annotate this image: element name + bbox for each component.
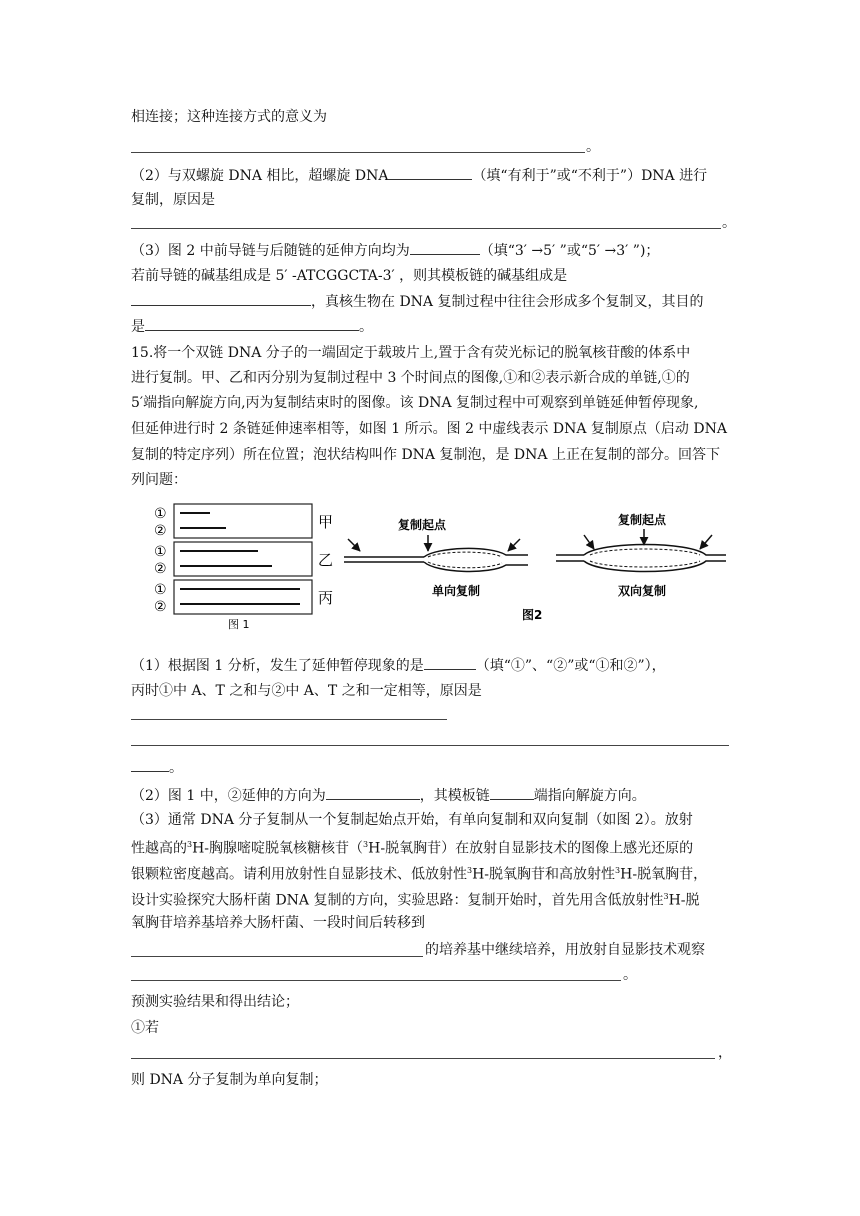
q14-part3-line2: 若前导链的碱基组成是 5′ -ATCGGCTA-3′ ，则其模板链的碱基组成是 bbox=[131, 268, 568, 284]
q15-part3-line2: 性越高的$^3$H-胸腺嘧啶脱氧核糖核苷（$^3$H-脱氧胸苷）在放射自显影技术的图像上感光还原的 bbox=[131, 840, 694, 857]
q14-part2-line: （2）与双螺旋 DNA 相比，超螺旋 DNA （填“有利于”或“不利于”）DNA 进行 bbox=[131, 165, 707, 186]
q15-part2-line: （2）图 1 中，②延伸的方向为 ，其模板链 端指向解旋方向。 bbox=[131, 785, 646, 806]
q15-intro-3: 5′端指向解旋方向,丙为复制结束时的图像。该 DNA 复制过程中可观察到单链延伸暂停现象, bbox=[131, 395, 699, 411]
q15-intro-5: 复制的特定序列）所在位置；泡状结构叫作 DNA 复制泡，是 DNA 上正在复制的部分。回答下 bbox=[131, 447, 720, 463]
answer-blank[interactable] bbox=[131, 745, 729, 746]
new-strand-dashed bbox=[428, 562, 502, 568]
answer-blank[interactable] bbox=[490, 785, 534, 800]
q15-part3-line3: 银颗粒密度越高。请利用放射性自显影技术、低放射性$^3$H-脱氧胸苷和高放射性$^3$H-脱氧胸苷， bbox=[131, 866, 708, 883]
answer-blank[interactable] bbox=[131, 228, 721, 229]
new-strand-dashed bbox=[590, 561, 700, 567]
q15-predict: 预测实验结果和得出结论； bbox=[131, 994, 299, 1010]
q14-line-1: 相连接；这种连接方式的意义为 bbox=[131, 109, 327, 125]
strand-2-label: ② bbox=[154, 561, 167, 577]
q15-intro-4: 但延伸进行时 2 条链延伸速率相等，如图 1 所示。图 2 中虚线表示 DNA 复制原点（启动 DNA bbox=[131, 421, 727, 437]
answer-blank[interactable] bbox=[131, 1058, 715, 1059]
pointer-arrow bbox=[700, 535, 712, 549]
caption-bidirectional: 双向复制 bbox=[618, 584, 667, 598]
pointer-arrow bbox=[508, 539, 520, 551]
unidirectional-replication-diagram bbox=[344, 517, 528, 598]
q15-part3-line1: （3）通常 DNA 分子复制从一个复制起始点开始，有单向复制和双向复制（如图 2）。放射 bbox=[131, 812, 693, 828]
answer-blank[interactable] bbox=[131, 291, 311, 306]
q15-intro-2: 进行复制。甲、乙和丙分别为复制过程中 3 个时间点的图像,①和②表示新合成的单链,①的 bbox=[131, 370, 690, 386]
caption-unidirectional: 单向复制 bbox=[432, 584, 481, 598]
figure-1-caption: 图 1 bbox=[228, 618, 250, 631]
q15-part3-line4: 设计实验探究大肠杆菌 DNA 复制的方向，实验思路：复制开始时，首先用含低放射性$^3$H-脱 bbox=[131, 892, 700, 909]
figure-2 bbox=[340, 505, 730, 625]
answer-blank[interactable] bbox=[131, 956, 423, 957]
fig1-row-jia bbox=[154, 504, 333, 539]
fig1-row-bing bbox=[154, 580, 333, 615]
fig1-row-yi bbox=[154, 542, 333, 577]
answer-blank[interactable] bbox=[131, 757, 169, 772]
row-label: 丙 bbox=[318, 589, 334, 607]
q15-part3-line5: 氧胸苷培养基培养大肠杆菌、一段时间后转移到 bbox=[131, 915, 425, 931]
q15-result-1: ①若 bbox=[131, 1020, 159, 1036]
q15-part1-line1: （1）根据图 1 分析，发生了延伸暂停现象的是 （填“①”、“②”或“①和②”）， bbox=[131, 655, 666, 676]
answer-blank[interactable] bbox=[145, 316, 359, 331]
row-label: 乙 bbox=[318, 551, 334, 569]
q15-part3-line6: 的培养基中继续培养，用放射自显影技术观察 bbox=[425, 942, 705, 958]
strand-1-label: ① bbox=[154, 582, 167, 598]
strand-1-label: ① bbox=[154, 506, 167, 522]
answer-blank[interactable] bbox=[424, 655, 476, 670]
origin-label: 复制起点 bbox=[398, 518, 447, 532]
period: 。 bbox=[722, 215, 736, 231]
period: 。 bbox=[623, 967, 637, 983]
answer-blank[interactable] bbox=[410, 240, 480, 255]
new-strand-dashed bbox=[590, 549, 700, 555]
q15-part1-line5: 。 bbox=[131, 757, 183, 778]
figure-1 bbox=[150, 500, 350, 632]
q15-result-1-conclusion: 则 DNA 分子复制为单向复制； bbox=[131, 1072, 328, 1088]
answer-blank[interactable] bbox=[326, 785, 420, 800]
q14-part3-line4: 是 。 bbox=[131, 316, 373, 337]
q15-intro-1: 15.将一个双链 DNA 分子的一端固定于载玻片上,置于含有荧光标记的脱氧核苷酸的体系中 bbox=[131, 345, 691, 361]
pointer-arrow bbox=[584, 535, 594, 549]
q15-intro-6: 列问题： bbox=[131, 472, 187, 488]
row-label: 甲 bbox=[318, 513, 334, 531]
answer-blank[interactable] bbox=[131, 980, 621, 981]
q15-part1-line2: 丙时①中 A、T 之和与②中 A、T 之和一定相等，原因是 bbox=[131, 683, 482, 699]
answer-blank[interactable] bbox=[131, 719, 447, 720]
figure-2-caption: 图2 bbox=[522, 608, 543, 622]
bidirectional-replication-diagram bbox=[556, 512, 726, 598]
period: 。 bbox=[586, 139, 600, 155]
q14-part3-line1: （3）图 2 中前导链与后随链的延伸方向均为 （填“3′ →5′ ”或“5′ →3′ ”)； bbox=[131, 240, 659, 261]
origin-label: 复制起点 bbox=[618, 513, 667, 527]
comma: ， bbox=[718, 1045, 732, 1061]
strand-2-label: ② bbox=[154, 599, 167, 615]
q14-part2-reason: 复制，原因是 bbox=[131, 192, 215, 208]
new-strand-dashed bbox=[428, 552, 502, 557]
q14-part3-line3: ，真核生物在 DNA 复制过程中往往会形成多个复制叉，其目的 bbox=[131, 291, 703, 312]
strand-2-label: ② bbox=[154, 523, 167, 539]
pointer-arrow bbox=[348, 539, 360, 551]
answer-blank[interactable] bbox=[131, 152, 585, 153]
strand-1-label: ① bbox=[154, 544, 167, 560]
answer-blank[interactable] bbox=[388, 165, 472, 180]
